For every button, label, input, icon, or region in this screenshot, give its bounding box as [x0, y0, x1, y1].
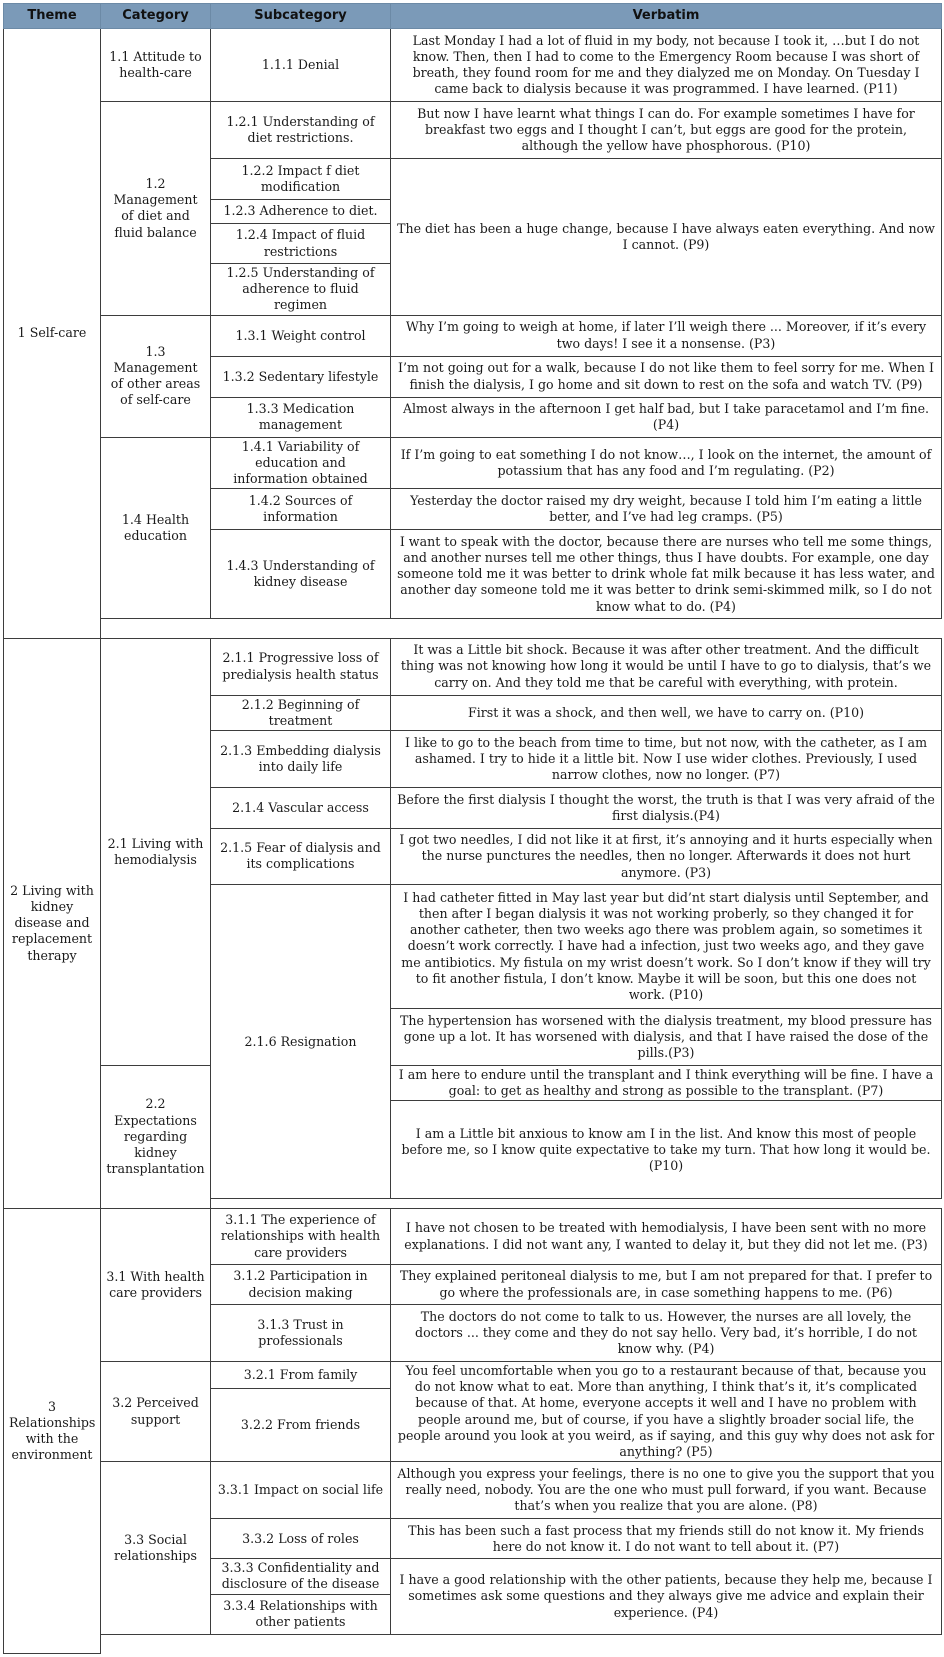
subcategory-cell: 3.1.2 Participation in decision making [211, 1265, 391, 1305]
category-cell: 3.1 With health care providers [101, 1209, 211, 1362]
subcategory-cell: 1.2.5 Understanding of adherence to fluid regimen [211, 264, 391, 316]
category-cell: 2.1 Living with hemodialysis [101, 638, 211, 1065]
verbatim-cell: Before the first dialysis I thought the worst, the truth is that I was very afraid of the first dialysis.(P4) [391, 787, 942, 828]
theme-cell: 1 Self-care [4, 29, 101, 639]
theme-cell: 3 Relationships with the environment [4, 1209, 101, 1654]
subcategory-cell: 1.3.1 Weight control [211, 315, 391, 356]
category-cell: 3.2 Perceived support [101, 1362, 211, 1462]
subcategory-cell: 3.1.1 The experience of relationships with health care providers [211, 1209, 391, 1265]
verbatim-cell: Why I’m going to weigh at home, if later I’ll weigh there ... Moreover, if it’s every two days! I see it a nonsense. (P3) [391, 315, 942, 356]
verbatim-cell: But now I have learnt what things I can do. For example sometimes I have for breakfast two eggs and I thought I can’t, but eggs are good for the protein, although the yellow have phosphorous. (P10) [391, 102, 942, 159]
verbatim-cell: It was a Little bit shock. Because it was after other treatment. And the difficult thing was not knowing how long it would be until I have to go to dialysis, that’s we carry on. And they told me that be careful with everything, with protein. [391, 638, 942, 695]
subcategory-cell: 1.4.1 Variability of education and information obtained [211, 437, 391, 489]
verbatim-cell: Last Monday I had a lot of fluid in my body, not because I took it, …but I do not know. Then, then I had to come to the Emergency Room because I was short of breath, they found room for me and they dialyzed me on Monday. On Tuesday I came back to dialysis because it was programmed. I have learned. (P11) [391, 29, 942, 102]
subcategory-cell: 2.1.6 Resignation [211, 884, 391, 1198]
header-verbatim: Verbatim [391, 4, 942, 29]
subcategory-cell: 1.4.2 Sources of information [211, 489, 391, 530]
verbatim-cell: Almost always in the afternoon I get half bad, but I take paracetamol and I’m fine. (P4) [391, 397, 942, 437]
category-cell: 1.3 Management of other areas of self-care [101, 315, 211, 437]
subcategory-cell: 1.2.3 Adherence to diet. [211, 200, 391, 224]
themes-table [3, 3, 942, 1654]
verbatim-cell: Although you express your feelings, there is no one to give you the support that you really need, nobody. You are the one who must pull forward, if you want. Because that’s when you realize that you are alone. (P8) [391, 1462, 942, 1519]
verbatim-cell: The hypertension has worsened with the dialysis treatment, my blood pressure has gone up a lot. It has worsened with dialysis, and that I have raised the dose of the pills.(P3) [391, 1008, 942, 1065]
verbatim-cell: I got two needles, I did not like it at first, it’s annoying and it hurts especially when the nurse punctures the needles, then no longer. Afterwards it does not hurt anymore. (P3) [391, 828, 942, 884]
subcategory-cell: 3.2.2 From friends [211, 1389, 391, 1462]
verbatim-cell: I am a Little bit anxious to know am I in the list. And know this most of people before me, so I know quite expectative to take my turn. That how long it would be. (P10) [391, 1101, 942, 1199]
subcategory-cell: 1.2.4 Impact of fluid restrictions [211, 224, 391, 264]
subcategory-cell: 1.2.2 Impact f diet modification [211, 159, 391, 200]
verbatim-cell: Yesterday the doctor raised my dry weight, because I told him I’m eating a little better, and I’ve had leg cramps. (P5) [391, 489, 942, 530]
subcategory-cell: 2.1.1 Progressive loss of predialysis health status [211, 638, 391, 695]
category-cell: 1.2 Management of diet and fluid balance [101, 102, 211, 316]
header-subcategory: Subcategory [211, 4, 391, 29]
category-cell: 1.1 Attitude to health-care [101, 29, 211, 102]
subcategory-cell: 2.1.5 Fear of dialysis and its complications [211, 828, 391, 884]
subcategory-cell: 3.3.4 Relationships with other patients [211, 1594, 391, 1634]
verbatim-cell: I want to speak with the doctor, because there are nurses who tell me some things, and another nurses tell me other things, thus I have doubts. For example, one day someone told me it was better to drink whole fat milk because it has less water, and another day someone told me it was better to drink semi-skimmed milk, so I do not know what to do. (P4) [391, 530, 942, 619]
verbatim-cell: First it was a shock, and then well, we have to carry on. (P10) [391, 695, 942, 730]
subcategory-cell: 3.3.1 Impact on social life [211, 1462, 391, 1519]
subcategory-cell: 2.1.2 Beginning of treatment [211, 695, 391, 730]
verbatim-cell: I have not chosen to be treated with hemodialysis, I have been sent with no more explanations. I did not want any, I wanted to delay it, but they did not let me. (P3) [391, 1209, 942, 1265]
verbatim-cell: This has been such a fast process that my friends still do not know it. My friends here do not know it. I do not want to tell about it. (P7) [391, 1519, 942, 1559]
subcategory-cell: 3.3.3 Confidentiality and disclosure of the disease [211, 1559, 391, 1594]
subcategory-cell: 3.1.3 Trust in professionals [211, 1305, 391, 1362]
subcategory-cell: 3.3.2 Loss of roles [211, 1519, 391, 1559]
subcategory-cell: 1.2.1 Understanding of diet restrictions. [211, 102, 391, 159]
theme-cell: 2 Living with kidney disease and replacement therapy [4, 638, 101, 1208]
subcategory-cell: 2.1.3 Embedding dialysis into daily life [211, 730, 391, 787]
verbatim-cell: They explained peritoneal dialysis to me, but I am not prepared for that. I prefer to go where the professionals are, in case something happens to me. (P6) [391, 1265, 942, 1305]
verbatim-cell: I’m not going out for a walk, because I do not like them to feel sorry for me. When I finish the dialysis, I go home and sit down to rest on the sofa and watch TV. (P9) [391, 356, 942, 397]
header-category: Category [101, 4, 211, 29]
subcategory-cell: 2.1.4 Vascular access [211, 787, 391, 828]
subcategory-cell: 1.3.3 Medication management [211, 397, 391, 437]
verbatim-cell: I have a good relationship with the other patients, because they help me, because I sometimes ask some questions and they always give me advice and explain their experience. (P4) [391, 1559, 942, 1634]
verbatim-cell: If I’m going to eat something I do not know…, I look on the internet, the amount of potassium that has any food and I’m regulating. (P2) [391, 437, 942, 489]
verbatim-cell: I am here to endure until the transplant and I think everything will be fine. I have a goal: to get as healthy and strong as possible to the transplant. (P7) [391, 1065, 942, 1100]
category-cell: 3.3 Social relationships [101, 1462, 211, 1634]
header-theme: Theme [4, 4, 101, 29]
verbatim-cell: The diet has been a huge change, because I have always eaten everything. And now I cannot. (P9) [391, 159, 942, 316]
subcategory-cell: 1.3.2 Sedentary lifestyle [211, 356, 391, 397]
verbatim-cell: I had catheter fitted in May last year but did’nt start dialysis until September, and then after I began dialysis it was not working proberly, so they changed it for another catheter, then two weeks ago there was problem again, so sometimes it doesn’t work correctly. I have had a infection, just two weeks ago, and they gave me antibiotics. My fistula on my wrist doesn’t work. So I don’t know if they will try to fit another fistula, I don’t know. Maybe it will be soon, but this one does not work. (P10) [391, 884, 942, 1008]
verbatim-cell: I like to go to the beach from time to time, but not now, with the catheter, as I am ashamed. I try to hide it a little bit. Now I use wider clothes. Previously, I used narrow clothes, now no longer. (P7) [391, 730, 942, 787]
category-cell: 2.2 Expectations regarding kidney transplantation [101, 1065, 211, 1208]
subcategory-cell: 3.2.1 From family [211, 1362, 391, 1389]
subcategory-cell: 1.4.3 Understanding of kidney disease [211, 530, 391, 619]
verbatim-cell: The doctors do not come to talk to us. However, the nurses are all lovely, the doctors ... they come and they do not say hello. Very bad, it’s horrible, I do not know why. (P4) [391, 1305, 942, 1362]
subcategory-cell: 1.1.1 Denial [211, 29, 391, 102]
category-cell: 1.4 Health education [101, 437, 211, 619]
header-row [4, 4, 942, 29]
verbatim-cell: You feel uncomfortable when you go to a restaurant because of that, because you do not know what to eat. More than anything, I think that’s it, it’s complicated because of that. At home, everyone accepts it well and I have no problem with people around me, but of course, if you have a slightly broader social life, the people around you look at you weird, as if saying, and this guy why does not ask for anything? (P5) [391, 1362, 942, 1462]
